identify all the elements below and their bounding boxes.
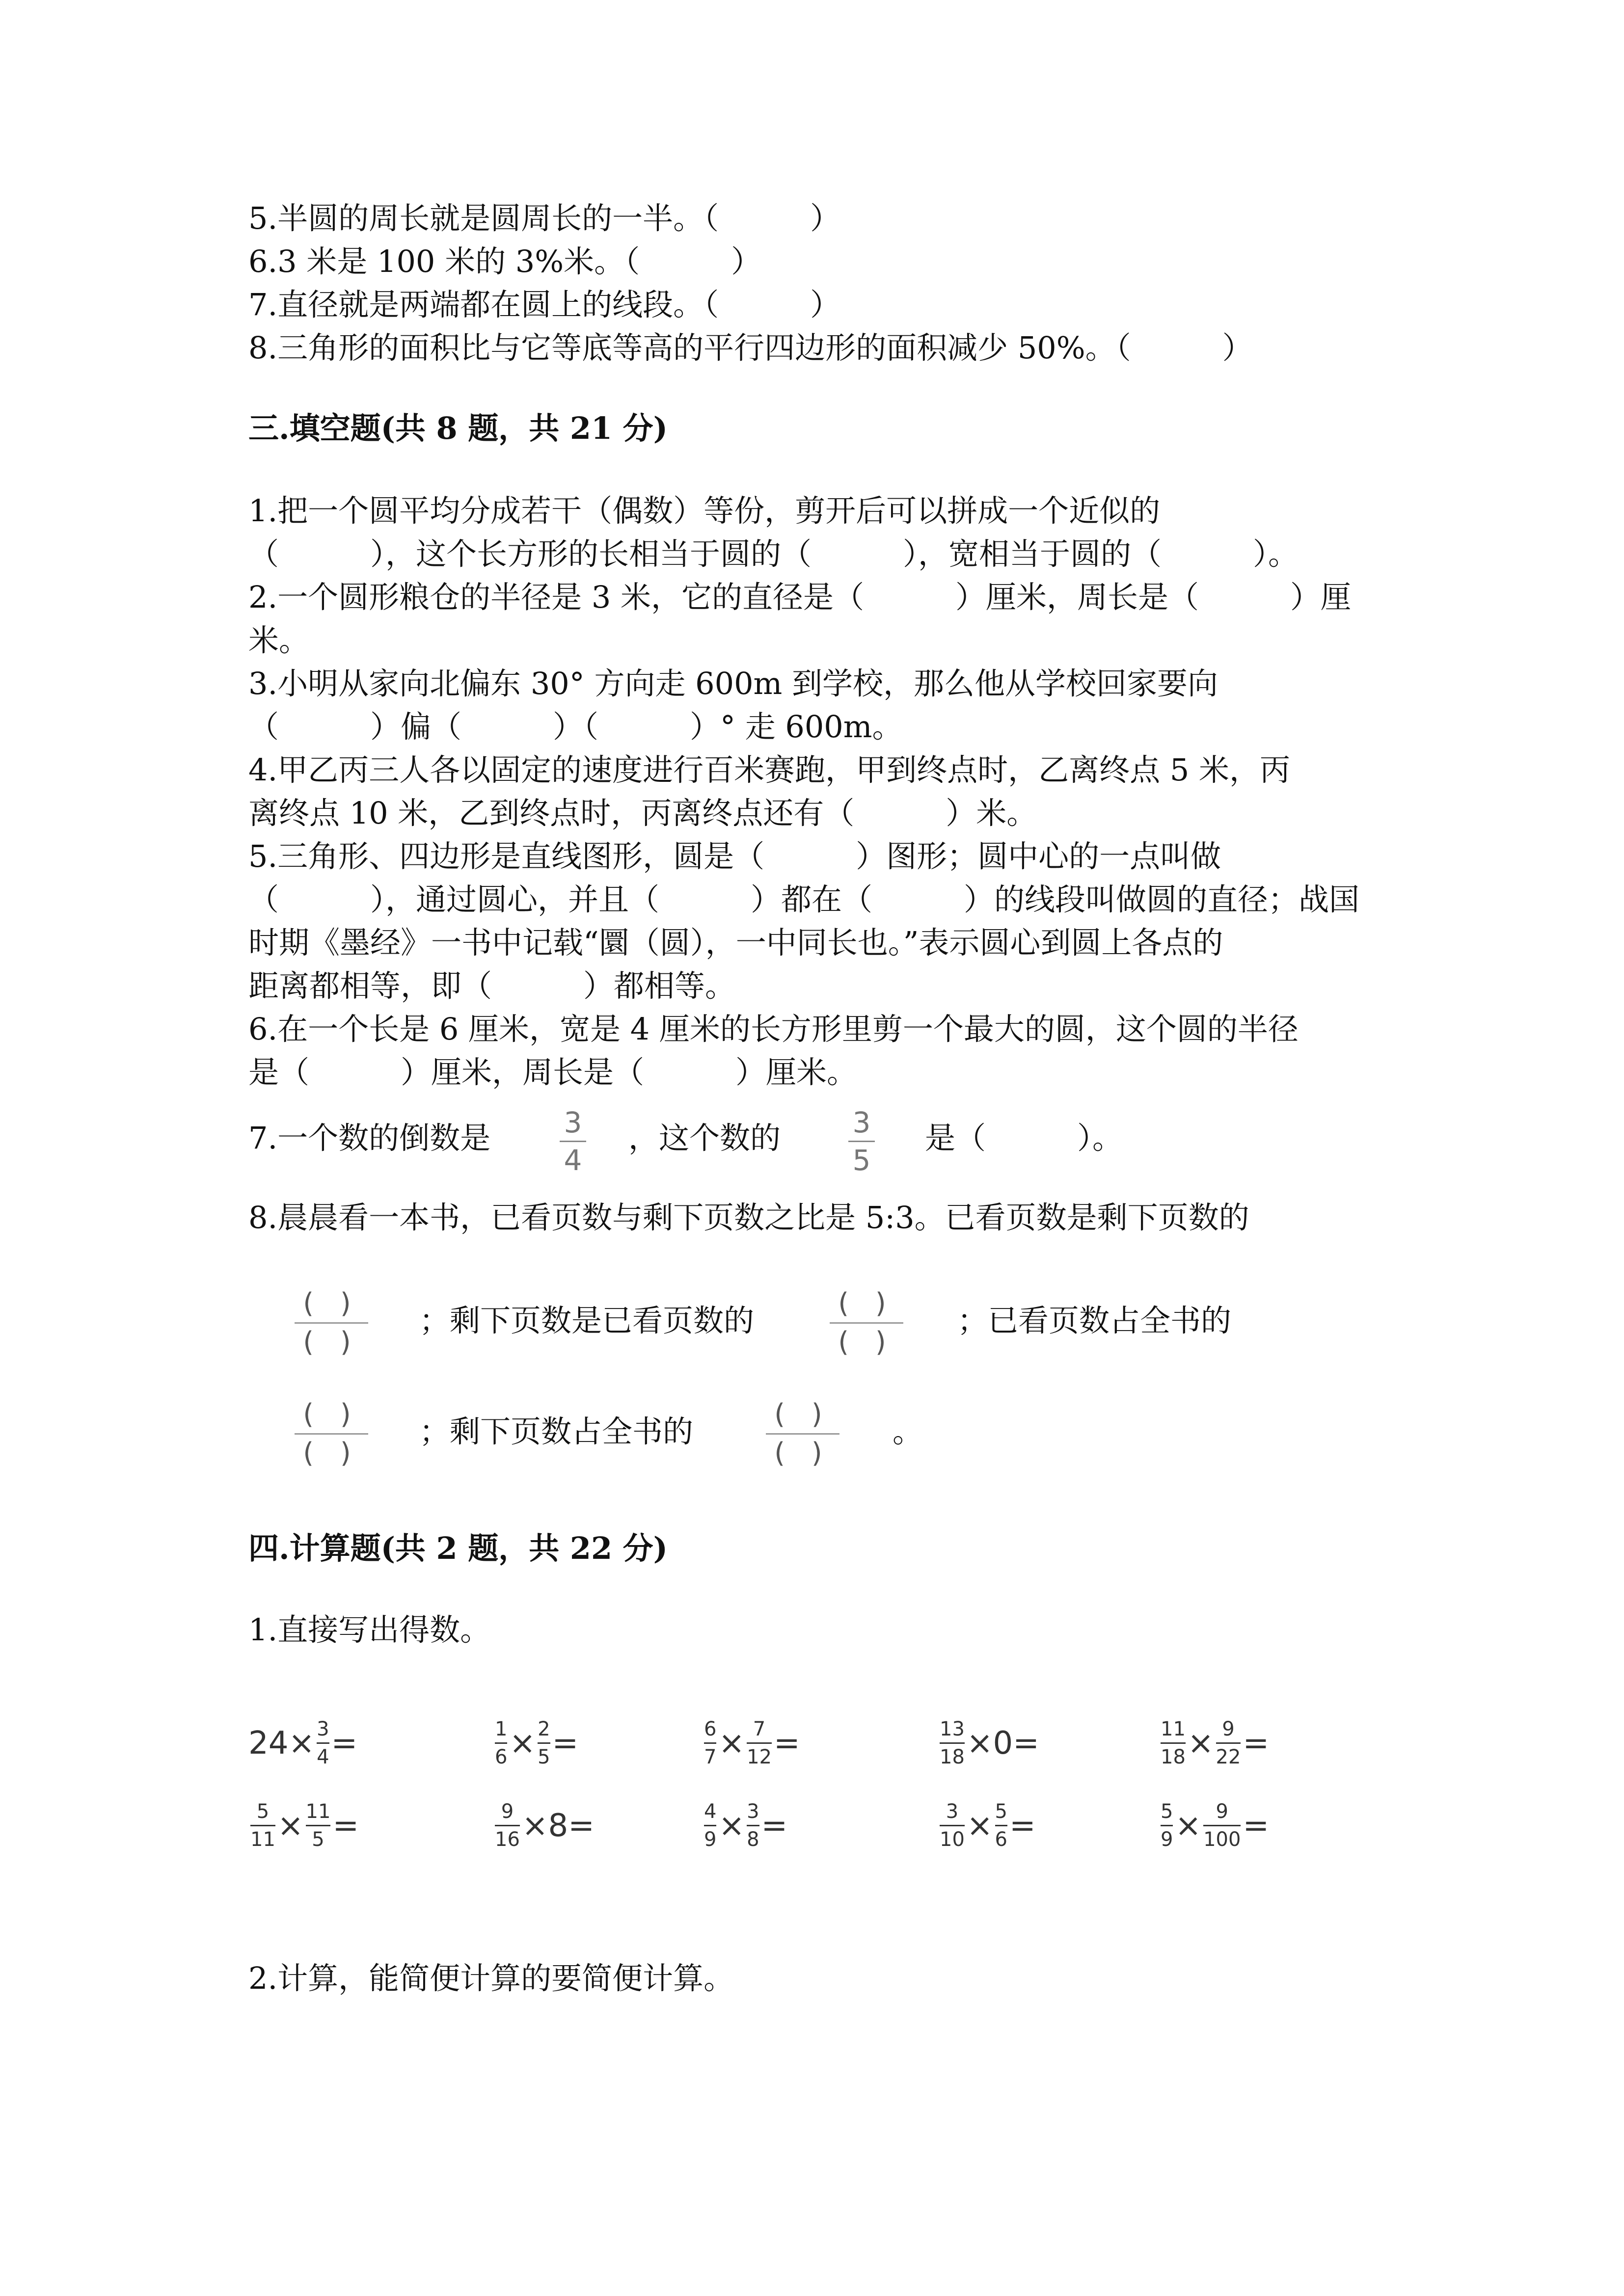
calc-fraction-denominator: 4 [317, 1746, 329, 1768]
calc-fraction-numerator: 5 [1161, 1800, 1173, 1823]
calc-expression [248, 1800, 359, 1851]
section-3-title: 三.填空题(共 8 题，共 21 分) [248, 410, 668, 446]
fill-line: 时期《墨经》一书中记载“圜（圆），一中同长也。”表示圆心到圆上各点的 [248, 925, 1223, 961]
calc-fraction-denominator: 6 [495, 1746, 508, 1768]
calc-operator-text: = [1243, 1807, 1270, 1844]
fill-line: 米。 [248, 622, 310, 658]
calc-operator-text: 24× [248, 1725, 315, 1762]
calc-fraction-denominator: 9 [704, 1828, 717, 1851]
calc-fraction-numerator: 3 [317, 1718, 329, 1740]
fill-line: 5.三角形、四边形是直线图形，圆是（ ）图形；圆中心的一点叫做 [248, 838, 1221, 874]
q7-fraction-1 [560, 1108, 586, 1175]
calc-operator-text: ×8= [521, 1807, 595, 1844]
tf-item-5: 5.半圆的周长就是圆周长的一半。（ ） [248, 200, 841, 236]
fill-line: 离终点 10 米，乙到终点时，丙离终点还有（ ）米。 [248, 795, 1037, 831]
calc-fraction [1216, 1718, 1241, 1768]
blank-numerator: ( ) [303, 1398, 360, 1430]
fill-line: 2.一个圆形粮仓的半径是 3 米，它的直径是（ ）厘米，周长是（ ）厘 [248, 579, 1352, 615]
calc-fraction [940, 1718, 965, 1768]
calc-fraction-numerator: 6 [704, 1718, 717, 1740]
fraction-bar [495, 1742, 507, 1744]
calc-fraction [1203, 1800, 1241, 1851]
calc-fraction [1161, 1800, 1173, 1851]
fraction-bar [538, 1742, 550, 1744]
calc-operator-text: ×0= [966, 1725, 1039, 1762]
fill-line: 是（ ）厘米，周长是（ ）厘米。 [248, 1054, 858, 1090]
fill-line: 6.在一个长是 6 厘米，宽是 4 厘米的长方形里剪一个最大的圆，这个圆的半径 [248, 1011, 1299, 1047]
tf-item-8: 8.三角形的面积比与它等底等高的平行四边形的面积减少 50%。（ ） [248, 330, 1253, 366]
calc-operator-text: × [277, 1807, 304, 1844]
tf-item-6: 6.3 米是 100 米的 3%米。（ ） [248, 243, 762, 279]
calc-fraction-denominator: 5 [538, 1746, 550, 1768]
fraction-bar [747, 1742, 772, 1744]
q8-text-2: ；已看页数占全书的 [957, 1303, 1232, 1338]
calc-fraction [495, 1718, 507, 1768]
fraction-bar [704, 1742, 716, 1744]
fraction-bar [295, 1322, 368, 1324]
q8-text-1: ；剩下页数是已看页数的 [419, 1303, 755, 1338]
q8-text-3: ；剩下页数占全书的 [419, 1414, 694, 1449]
calc-fraction [704, 1800, 716, 1851]
blank-denominator: ( ) [303, 1437, 360, 1469]
calc-expression [493, 1718, 578, 1768]
q7-fraction-1-denominator: 4 [564, 1144, 582, 1177]
q8-text-4: 。 [893, 1414, 923, 1449]
calc-fraction-numerator: 5 [995, 1800, 1007, 1823]
blank-denominator: ( ) [774, 1437, 831, 1469]
fraction-bar [495, 1825, 520, 1826]
fill-line: 1.把一个圆平均分成若干（偶数）等份，剪开后可以拼成一个近似的 [248, 493, 1161, 529]
calc-expression [1159, 1718, 1269, 1768]
calc-fraction-denominator: 12 [747, 1746, 772, 1768]
blank-numerator: ( ) [838, 1287, 895, 1319]
fraction-bar [704, 1825, 716, 1826]
calc-fraction [747, 1718, 772, 1768]
q7-text-3: 是（ ）。 [925, 1120, 1123, 1156]
tf-item-7: 7.直径就是两端都在圆上的线段。（ ） [248, 287, 841, 322]
fill-line: （ ），通过圆心，并且（ ）都在（ ）的线段叫做圆的直径；战国 [248, 881, 1360, 917]
calc-operator-text: × [509, 1725, 536, 1762]
calc-fraction-numerator: 9 [1216, 1800, 1228, 1823]
calc-fraction-numerator: 11 [1161, 1718, 1186, 1740]
calc-fraction [250, 1800, 275, 1851]
calc-fraction [940, 1800, 965, 1851]
fraction-bar [306, 1825, 331, 1826]
fill-line: 距离都相等，即（ ）都相等。 [248, 968, 736, 1004]
calc-operator-text: = [761, 1807, 788, 1844]
q7-fraction-1-numerator: 3 [564, 1106, 582, 1139]
calc-fraction-numerator: 11 [305, 1800, 331, 1823]
q8-line-1: 8.晨晨看一本书，已看页数与剩下页数之比是 5:3。已看页数是剩下页数的 [248, 1200, 1249, 1235]
calc-fraction-denominator: 8 [747, 1828, 759, 1851]
q7-text-2: ，这个数的 [628, 1120, 781, 1156]
calc-operator-text: × [966, 1807, 993, 1844]
fraction-bar [940, 1742, 965, 1744]
calc-question-2: 2.计算，能简便计算的要简便计算。 [248, 1960, 734, 1996]
calc-question-1: 1.直接写出得数。 [248, 1612, 491, 1648]
calc-expression [938, 1800, 1036, 1851]
fill-line: （ ）偏（ ）（ ）° 走 600m。 [248, 709, 903, 745]
fraction-bar [560, 1141, 586, 1142]
calc-operator-text: = [552, 1725, 579, 1762]
section-4-title: 四.计算题(共 2 题，共 22 分) [248, 1530, 668, 1566]
calc-fraction-numerator: 5 [256, 1800, 270, 1823]
calc-fraction [306, 1800, 331, 1851]
calc-fraction-denominator: 16 [495, 1828, 520, 1851]
fraction-bar [1216, 1742, 1241, 1744]
fill-line: （ ），这个长方形的长相当于圆的（ ），宽相当于圆的（ ）。 [248, 536, 1299, 572]
fill-line: 3.小明从家向北偏东 30° 方向走 600m 到学校，那么他从学校回家要向 [248, 666, 1218, 701]
calc-fraction-numerator: 3 [747, 1800, 759, 1823]
calc-expression [1159, 1800, 1269, 1851]
q7-fraction-2-numerator: 3 [852, 1106, 871, 1139]
calc-fraction-denominator: 9 [1161, 1828, 1173, 1851]
fraction-bar [940, 1825, 965, 1826]
fraction-bar [250, 1825, 275, 1826]
calc-expression [248, 1718, 357, 1768]
calc-operator-text: = [773, 1725, 800, 1762]
calc-operator-text: × [1187, 1725, 1214, 1762]
calc-operator-text: = [1243, 1725, 1270, 1762]
calc-fraction [495, 1800, 520, 1851]
calc-fraction [995, 1800, 1007, 1851]
q8-blank-fraction-2 [830, 1287, 903, 1358]
fraction-bar [317, 1742, 329, 1744]
blank-numerator: ( ) [774, 1398, 831, 1430]
q8-blank-fraction-3 [295, 1398, 368, 1469]
calc-fraction [538, 1718, 550, 1768]
calc-expression [702, 1800, 787, 1851]
q7-fraction-2-denominator: 5 [852, 1144, 871, 1177]
calc-fraction [704, 1718, 716, 1768]
calc-operator-text: × [718, 1807, 745, 1844]
calc-operator-text: = [331, 1725, 358, 1762]
fraction-bar [1161, 1742, 1186, 1744]
calc-fraction [747, 1800, 759, 1851]
calc-fraction-numerator: 9 [1222, 1718, 1235, 1740]
calc-fraction-denominator: 11 [250, 1828, 275, 1851]
fraction-bar [848, 1141, 875, 1142]
calc-fraction-numerator: 9 [501, 1800, 514, 1823]
calc-fraction-numerator: 2 [538, 1718, 550, 1740]
blank-denominator: ( ) [838, 1326, 895, 1358]
calc-fraction-denominator: 18 [940, 1746, 965, 1768]
calc-fraction-numerator: 1 [495, 1718, 508, 1740]
fraction-bar [995, 1825, 1007, 1826]
calc-operator-text: = [1009, 1807, 1036, 1844]
calc-fraction-denominator: 100 [1203, 1828, 1241, 1851]
fill-line: 4.甲乙丙三人各以固定的速度进行百米赛跑，甲到终点时，乙离终点 5 米，丙 [248, 752, 1291, 788]
calc-fraction-numerator: 13 [940, 1718, 965, 1740]
fraction-bar [1161, 1825, 1173, 1826]
calc-fraction-numerator: 3 [946, 1800, 959, 1823]
fraction-bar [830, 1322, 903, 1324]
fraction-bar [766, 1433, 839, 1435]
calc-operator-text: × [1175, 1807, 1202, 1844]
calc-fraction-denominator: 7 [704, 1746, 717, 1768]
calc-operator-text: × [718, 1725, 745, 1762]
q7-text-1: 7.一个数的倒数是 [248, 1120, 491, 1156]
calc-expression [493, 1800, 595, 1851]
calc-fraction-denominator: 18 [1161, 1746, 1186, 1768]
calc-fraction-denominator: 5 [312, 1828, 325, 1851]
calc-fraction [317, 1718, 329, 1768]
calc-fraction-denominator: 10 [940, 1828, 965, 1851]
calc-expression [938, 1718, 1039, 1768]
fraction-bar [747, 1825, 759, 1826]
fraction-bar [295, 1433, 368, 1435]
q8-blank-fraction-1 [295, 1287, 368, 1358]
calc-fraction-numerator: 4 [704, 1800, 717, 1823]
calc-fraction-numerator: 7 [753, 1718, 766, 1740]
blank-numerator: ( ) [303, 1287, 360, 1319]
calc-expression [702, 1718, 800, 1768]
calc-fraction-denominator: 22 [1216, 1746, 1241, 1768]
calc-fraction [1161, 1718, 1186, 1768]
q7-fraction-2 [848, 1108, 875, 1175]
calc-operator-text: = [332, 1807, 359, 1844]
calc-fraction-denominator: 6 [995, 1828, 1007, 1851]
fraction-bar [1203, 1825, 1241, 1826]
blank-denominator: ( ) [303, 1326, 360, 1358]
q8-blank-fraction-4 [766, 1398, 839, 1469]
